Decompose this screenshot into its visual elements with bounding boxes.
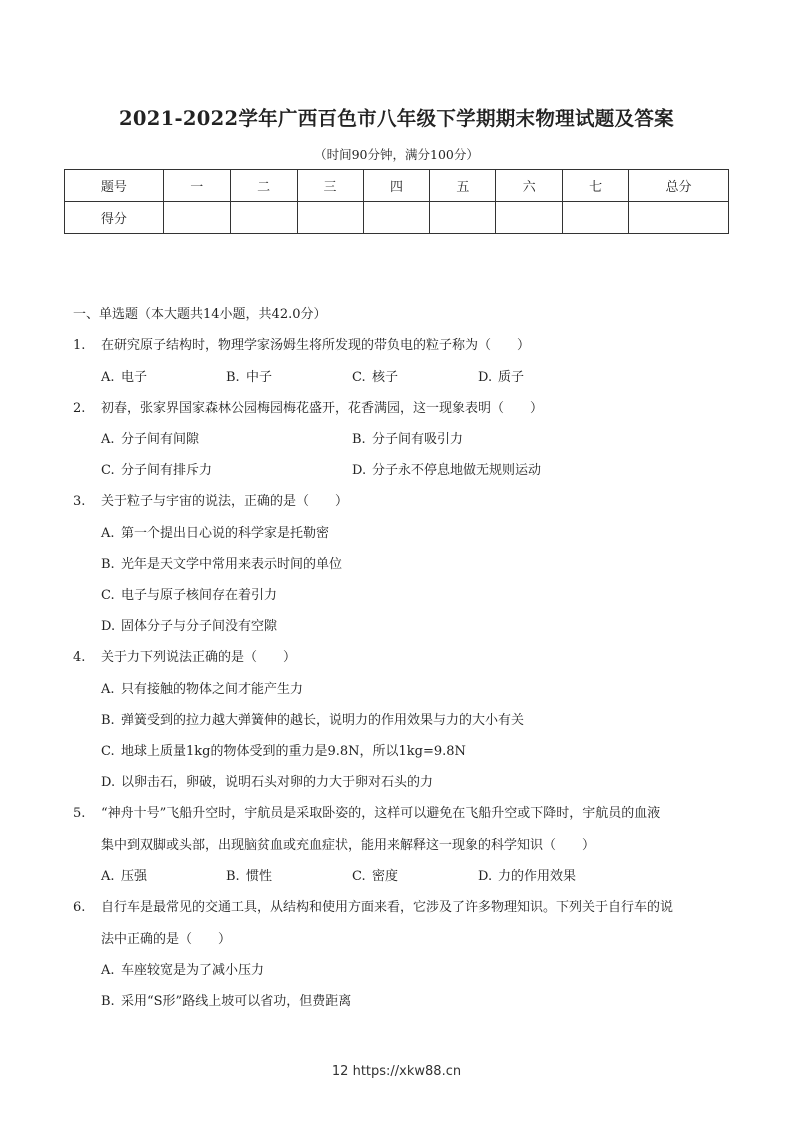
option-a: [101, 366, 147, 385]
option-letter: D.: [352, 463, 367, 478]
option-c: [352, 366, 398, 385]
option-text: 分子间有排斥力: [121, 463, 213, 478]
option-d: [478, 865, 576, 884]
question-6: [73, 896, 673, 915]
score-cell: [363, 202, 430, 234]
option-text: 分子永不停息地做无规则运动: [372, 463, 542, 478]
question-text: 关于粒子与宇宙的说法，正确的是（ ）: [101, 494, 349, 509]
option-text: 惯性: [246, 869, 273, 884]
option-letter: C.: [352, 370, 366, 385]
option-b: [226, 865, 272, 884]
option-letter: C.: [101, 463, 115, 478]
option-letter: B.: [226, 370, 240, 385]
option-letter: B.: [101, 994, 115, 1009]
question-text: “神舟十号”飞船升空时，宇航员是采取卧姿的，这样可以避免在飞船升空或下降时，宇航员的血液: [101, 806, 661, 821]
page-title: 2021-2022学年广西百色市八年级下学期期末物理试题及答案: [119, 107, 674, 130]
option-letter: A.: [101, 370, 115, 385]
option-text: 以卵击石，卵破，说明石头对卵的力大于卵对石头的力: [121, 775, 434, 790]
option-b: [101, 553, 342, 572]
option-d: [101, 615, 277, 634]
question-text: 关于力下列说法正确的是（ ）: [101, 650, 297, 665]
option-a: [101, 678, 303, 697]
score-cell: [230, 202, 297, 234]
question-number: 3.: [73, 494, 86, 509]
option-b: [101, 709, 524, 728]
option-letter: B.: [101, 713, 115, 728]
option-text: 质子: [498, 370, 525, 385]
option-letter: D.: [478, 869, 493, 884]
question-text-continued: 法中正确的是（ ）: [101, 932, 232, 947]
question-5: [73, 802, 660, 821]
option-a: [101, 428, 199, 447]
option-letter: B.: [352, 432, 366, 447]
option-a: [101, 865, 147, 884]
question-number: 2.: [73, 401, 86, 416]
option-b: [352, 428, 463, 447]
option-letter: C.: [352, 869, 366, 884]
score-header-cell: 一: [163, 170, 230, 202]
score-header-cell: 题号: [65, 170, 164, 202]
option-text: 采用“S形”路线上坡可以省功，但费距离: [121, 994, 352, 1009]
option-text: 密度: [372, 869, 399, 884]
score-header-cell: 七: [563, 170, 629, 202]
option-d: [352, 459, 541, 478]
score-header-cell: 总分: [629, 170, 729, 202]
section-heading: 一、单选题（本大题共14小题，共42.0分）: [73, 307, 327, 322]
option-d: [478, 366, 524, 385]
option-letter: A.: [101, 526, 115, 541]
option-c: [101, 740, 466, 759]
score-header-cell: 六: [496, 170, 563, 202]
score-header-cell: 五: [430, 170, 496, 202]
option-letter: D.: [101, 775, 116, 790]
option-c: [101, 459, 212, 478]
page-footer: 12 https://xkw88.cn: [331, 1064, 462, 1079]
option-letter: B.: [101, 557, 115, 572]
option-text: 分子间有吸引力: [372, 432, 464, 447]
question-text: 初春，张家界国家森林公园梅园梅花盛开，花香满园，这一现象表明（ ）: [101, 401, 544, 416]
option-a: [101, 522, 329, 541]
option-text: 核子: [372, 370, 399, 385]
option-letter: A.: [101, 869, 115, 884]
score-cell: [430, 202, 496, 234]
question-text-continued: 集中到双脚或头部，出现脑贫血或充血症状，能用来解释这一现象的科学知识（ ）: [101, 838, 596, 853]
score-header-row: [65, 170, 729, 202]
option-letter: C.: [101, 588, 115, 603]
score-header-cell: 三: [297, 170, 363, 202]
question-text: 自行车是最常见的交通工具，从结构和使用方面来看，它涉及了许多物理知识。下列关于自行车的说: [101, 900, 674, 915]
score-row: [65, 202, 729, 234]
option-text: 固体分子与分子间没有空隙: [121, 619, 278, 634]
score-cell: [297, 202, 363, 234]
question-number: 4.: [73, 650, 86, 665]
score-header-cell: 四: [363, 170, 430, 202]
option-text: 压强: [121, 869, 148, 884]
option-text: 地球上质量1kg的物体受到的重力是9.8N，所以1kg=9.8N: [121, 744, 466, 759]
option-text: 弹簧受到的拉力越大弹簧伸的越长，说明力的作用效果与力的大小有关: [121, 713, 525, 728]
option-text: 车座较宽是为了减小压力: [121, 963, 265, 978]
option-letter: D.: [101, 619, 116, 634]
option-c: [101, 584, 277, 603]
score-row-label: 得分: [65, 202, 164, 234]
option-letter: A.: [101, 432, 115, 447]
option-letter: D.: [478, 370, 493, 385]
score-cell: [563, 202, 629, 234]
question-text: 在研究原子结构时，物理学家汤姆生将所发现的带负电的粒子称为（ ）: [101, 338, 531, 353]
option-text: 中子: [246, 370, 273, 385]
question-number: 1.: [73, 338, 86, 353]
option-letter: C.: [101, 744, 115, 759]
score-cell: [496, 202, 563, 234]
option-letter: A.: [101, 963, 115, 978]
option-d: [101, 771, 433, 790]
option-a: [101, 959, 264, 978]
option-text: 第一个提出日心说的科学家是托勒密: [121, 526, 330, 541]
option-text: 光年是天文学中常用来表示时间的单位: [121, 557, 343, 572]
option-c: [352, 865, 398, 884]
option-b: [101, 990, 351, 1009]
option-text: 电子: [121, 370, 148, 385]
question-3: [73, 490, 348, 509]
option-b: [226, 366, 272, 385]
option-text: 力的作用效果: [498, 869, 577, 884]
option-text: 分子间有间隙: [121, 432, 200, 447]
score-cell: [629, 202, 729, 234]
option-text: 只有接触的物体之间才能产生力: [121, 682, 304, 697]
question-number: 5.: [73, 806, 86, 821]
exam-info: （时间90分钟，满分100分）: [314, 147, 479, 162]
question-1: [73, 334, 530, 353]
question-number: 6.: [73, 900, 86, 915]
question-4: [73, 646, 296, 665]
option-text: 电子与原子核间存在着引力: [121, 588, 278, 603]
option-letter: A.: [101, 682, 115, 697]
score-table: [64, 169, 729, 234]
score-header-cell: 二: [230, 170, 297, 202]
question-2: [73, 397, 543, 416]
score-cell: [163, 202, 230, 234]
option-letter: B.: [226, 869, 240, 884]
